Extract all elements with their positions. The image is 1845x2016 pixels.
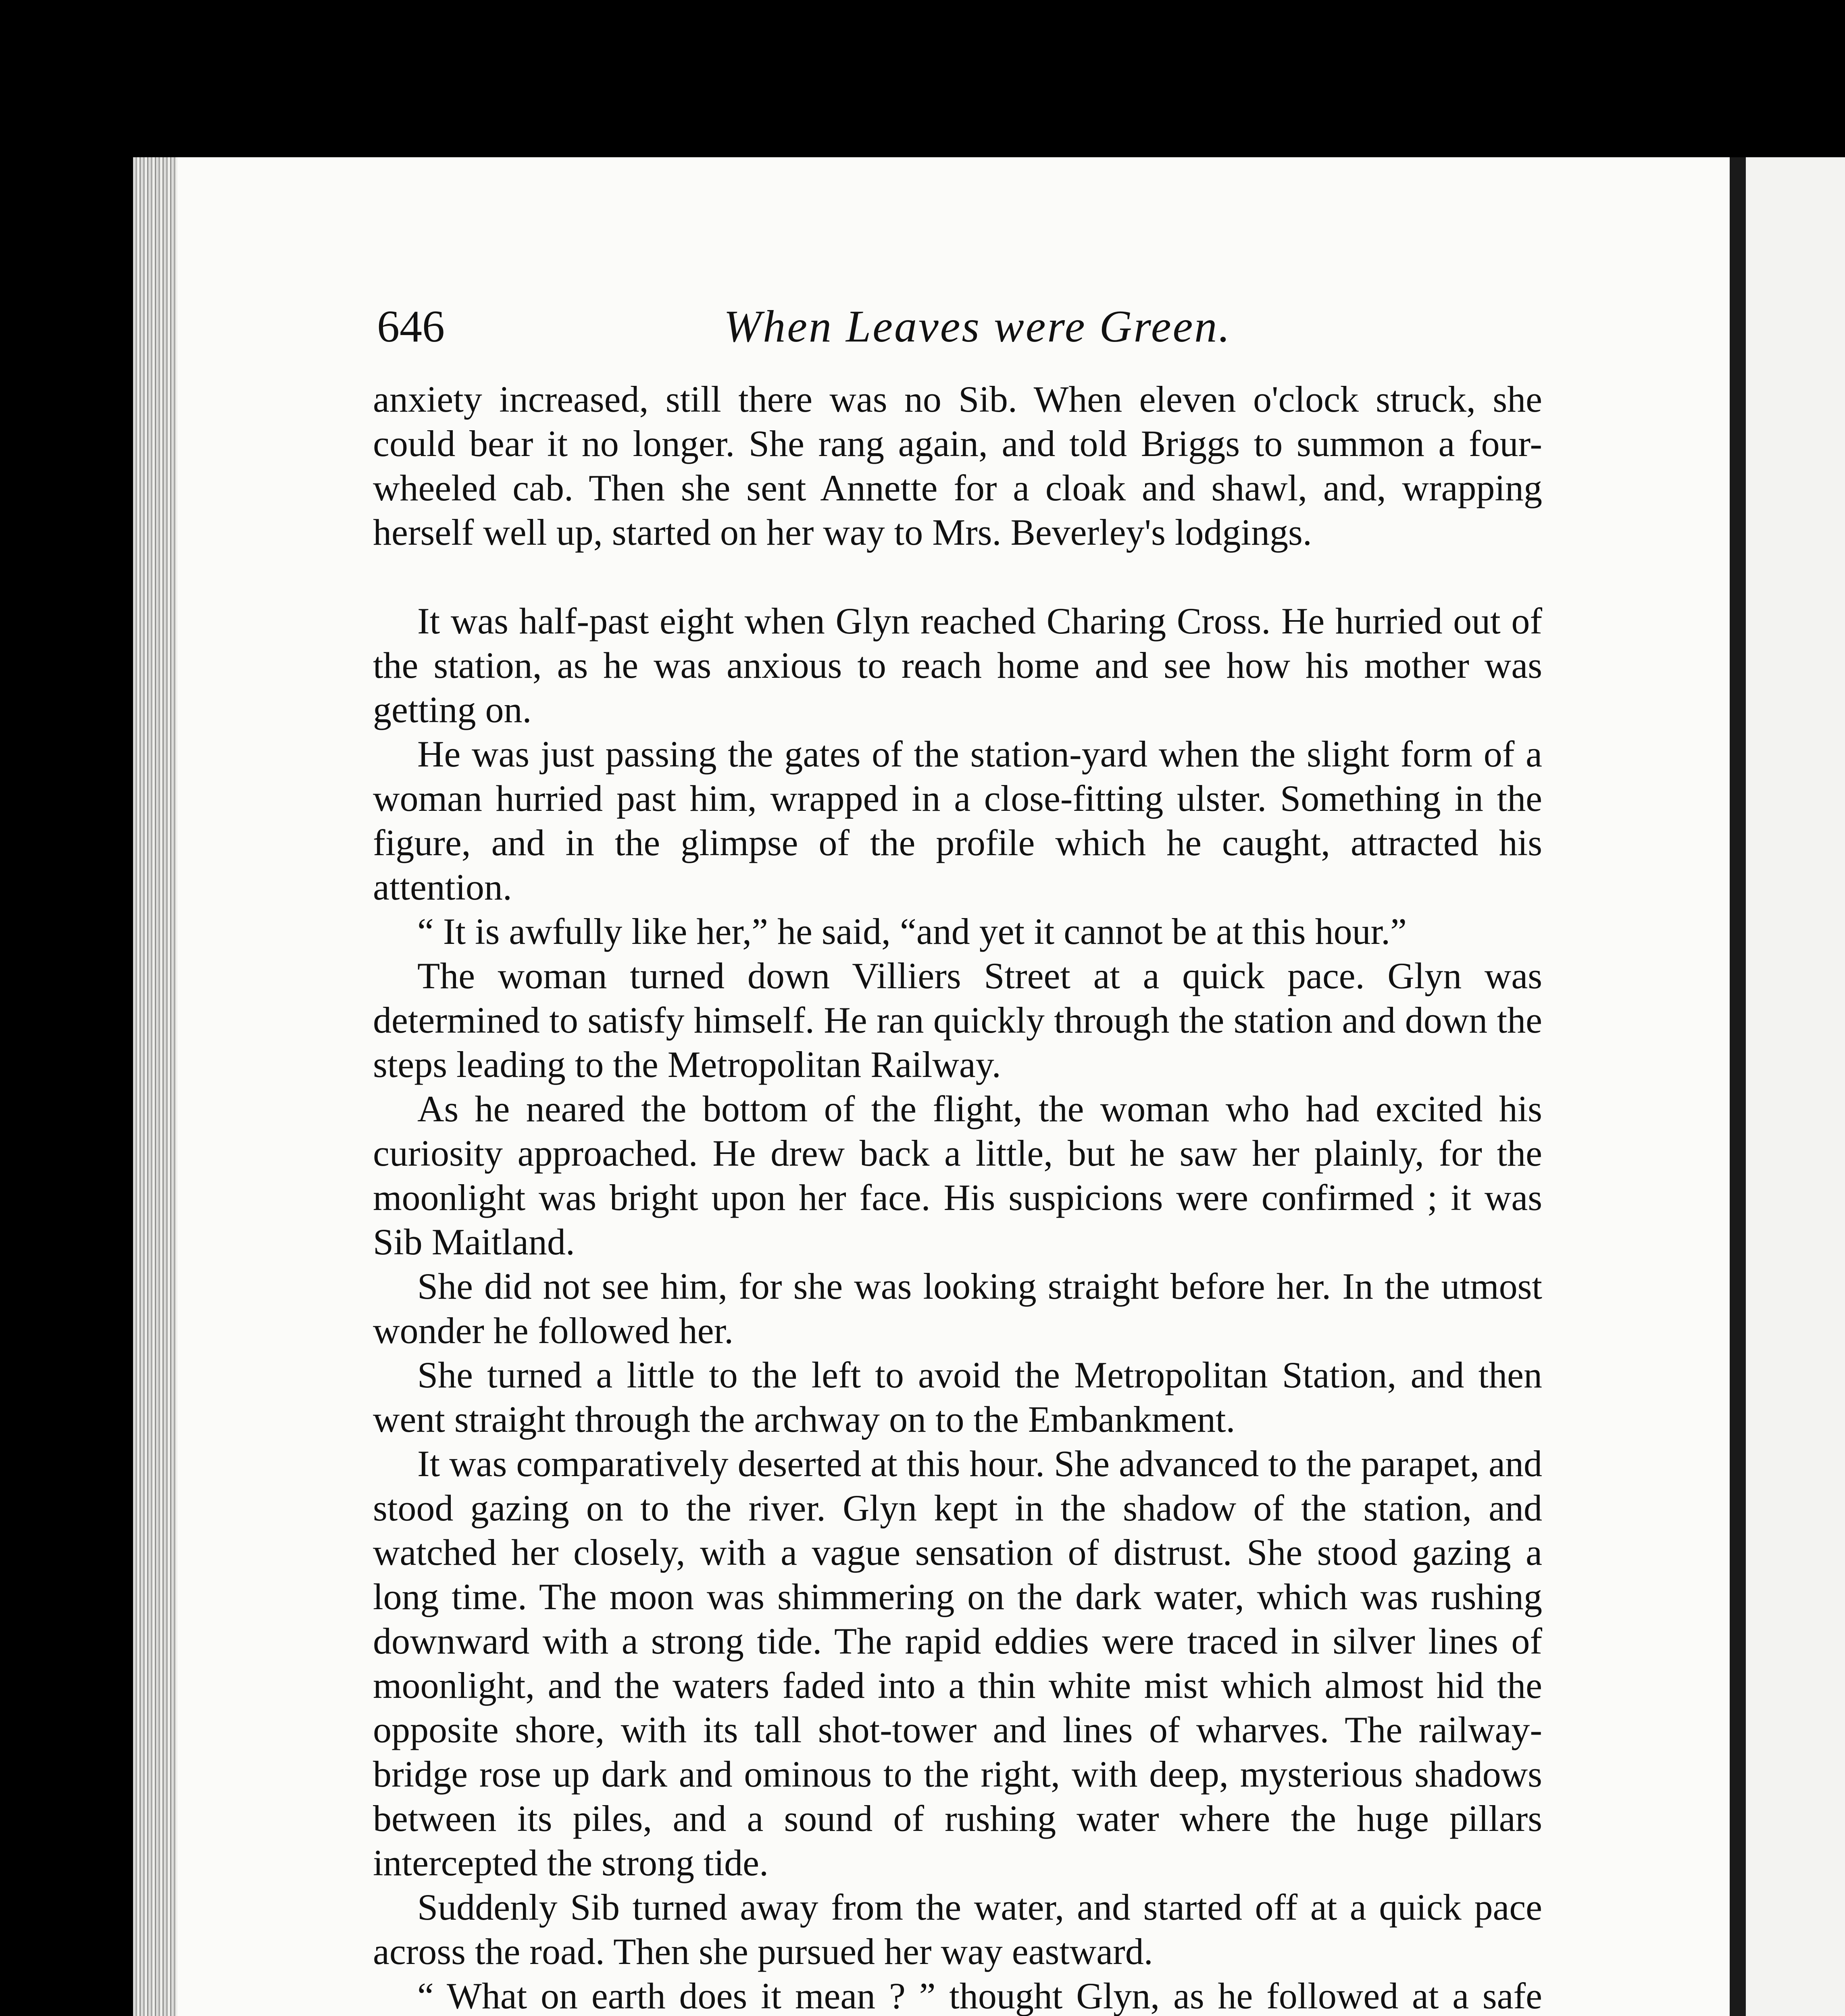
page-fold-shadow — [1730, 157, 1746, 2016]
facing-page-edge — [1746, 157, 1845, 2016]
running-title: When Leaves were Green. — [724, 302, 1232, 352]
paragraph: anxiety increased, still there was no Sib. When eleven o'clock struck, she could bear it no longer. She rang again, and told Briggs to summon a four-wheeled cab. Then she sent Annette for a cloak and shawl, and, wrapping herself well up, started on her way to Mrs. Beverley's lodgings. — [373, 379, 1542, 553]
paragraph: She turned a little to the left to avoid the Metropolitan Station, and then went straight through the archway on to the Embankment. — [373, 1354, 1542, 1440]
paragraph: “ It is awfully like her,” he said, “and yet it cannot be at this hour.” — [417, 911, 1407, 952]
body-text — [373, 377, 1542, 2016]
paragraph: She did not see him, for she was looking straight before her. In the utmost wonder he followed her. — [373, 1266, 1542, 1351]
paragraph: As he neared the bottom of the flight, the woman who had excited his curiosity approached. He drew back a little, but he saw her plainly, for the moonlight was bright upon her face. His suspicions were confirmed ; it was Sib Maitland. — [373, 1088, 1542, 1262]
paragraph: It was half-past eight when Glyn reached Charing Cross. He hurried out of the station, as he was anxious to reach home and see how his mother was getting on. — [373, 600, 1542, 730]
paragraph: It was comparatively deserted at this hour. She advanced to the parapet, and stood gazing on to the river. Glyn kept in the shadow of the station, and watched her closely, with a vague sensation of distrust. She stood gazing a long time. The moon was shimmering on the dark water, which was rushing downward with a strong tide. The rapid eddies were traced in silver lines of moonlight, and the waters faded into a thin white mist which almost hid the opposite shore, with its tall shot-tower and lines of wharves. The railway-bridge rose up dark and ominous to the right, with deep, mysterious shadows between its piles, and a sound of rushing water where the huge pillars intercepted the strong tide. — [373, 1443, 1542, 1883]
page-number: 646 — [377, 302, 445, 352]
paragraph: “ What on earth does it mean ? ” thought Glyn, as he followed at a safe — [417, 1975, 1542, 2016]
paragraph: The woman turned down Villiers Street at a quick pace. Glyn was determined to satisfy himself. He ran quickly through the station and down the steps leading to the Metropolitan Railway. — [373, 955, 1542, 1085]
page-header — [377, 294, 1546, 359]
paragraph: He was just passing the gates of the station-yard when the slight form of a woman hurried past him, wrapped in a close-fitting ulster. Something in the figure, and in the glimpse of the profile which he caught, attracted his attention. — [373, 733, 1542, 908]
paragraph: Suddenly Sib turned away from the water, and started off at a quick pace across the road. Then she pursued her way eastward. — [373, 1887, 1542, 1972]
book-gutter-edge — [133, 157, 177, 2016]
